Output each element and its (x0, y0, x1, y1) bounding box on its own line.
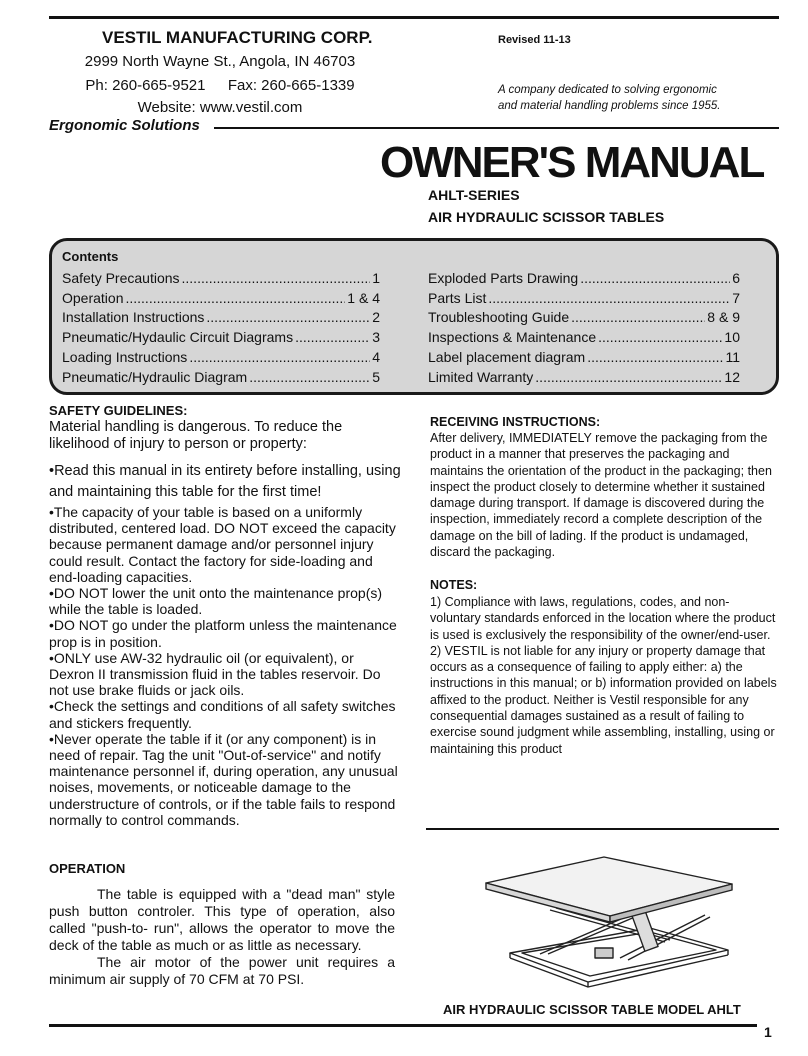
power-unit (595, 948, 613, 958)
operation-body (49, 886, 395, 988)
safety-bullet: •ONLY use AW-32 hydraulic oil (or equivalent), or Dexron II transmission fluid in the tables reservoir. Do not use brake fluids or jack oils. (49, 649, 381, 699)
toc-label: Installation Instructions (62, 309, 205, 326)
figure-caption: AIR HYDRAULIC SCISSOR TABLE MODEL AHLT (443, 1002, 741, 1017)
toc-entry (428, 368, 740, 388)
operation-paragraph: The table is equipped with a "dead man" style push button controler. This type of operation, also called "push-to- run", allows the operator to move the deck of the table as much or as little as necessary. (49, 886, 395, 953)
toc-label: Troubleshooting Guide (428, 309, 570, 326)
toc-page: 6 (732, 270, 740, 286)
top-rule (49, 16, 779, 19)
toc-label: Loading Instructions (62, 348, 188, 365)
note-item: 2) VESTIL is not liable for any injury or property damage that occurs as a consequence of failing to apply either: a) the instructions in this manual; or b) information provided on labels affixed to the product. Neither is Vestil responsible for any consequential damages sustained as a result of failing to exercise sound judgment while assembling, installing, using or maintaining this product (430, 643, 777, 756)
toc-page: 10 (724, 329, 740, 346)
product-label: AIR HYDRAULIC SCISSOR TABLES (428, 209, 665, 225)
safety-title: SAFETY GUIDELINES: (49, 403, 188, 418)
toc-entry (62, 348, 380, 368)
page-number: 1 (764, 1024, 772, 1040)
toc-label: Label placement diagram (428, 348, 586, 365)
toc-entry (428, 328, 740, 348)
toc-entry (62, 328, 380, 348)
scissor-table-illustration (470, 850, 750, 990)
toc-page: 2 (372, 309, 380, 326)
toc-entry (428, 289, 740, 309)
safety-body (49, 419, 401, 828)
toc-label: Parts List (428, 289, 487, 306)
toc-entry (62, 308, 380, 328)
company-name: VESTIL MANUFACTURING CORP. (102, 28, 373, 47)
safety-bullet: •DO NOT go under the platform unless the maintenance prop is in position. (49, 617, 397, 650)
toc-label: Pneumatic/Hydraulic Diagram (62, 368, 248, 385)
toc-page: 11 (725, 348, 740, 365)
series-label: AHLT-SERIES (428, 187, 520, 203)
company-tagline (498, 82, 720, 114)
toc-entry (428, 348, 740, 368)
contents-left-column (62, 269, 380, 387)
toc-label: Inspections & Maintenance (428, 329, 597, 346)
toc-page: 8 & 9 (707, 309, 740, 326)
company-fax: Fax: 260-665-1339 (227, 77, 355, 94)
safety-bullet: •Check the settings and conditions of all safety switches and stickers frequently. (49, 698, 396, 731)
toc-label: Safety Precautions (62, 270, 180, 286)
safety-bullet: •DO NOT lower the unit onto the maintenance prop(s) while the table is loaded. (49, 585, 383, 618)
platform-top (486, 857, 732, 916)
toc-entry (62, 289, 380, 309)
notes-body (430, 594, 780, 757)
toc-entry (428, 308, 740, 328)
toc-label: Exploded Parts Drawing (428, 270, 579, 286)
toc-page: 3 (372, 329, 380, 346)
company-phone: Ph: 260-665-9521 (85, 77, 206, 94)
tagline-line-2: and material handling problems since 1955. (498, 100, 721, 112)
toc-page: 1 & 4 (347, 289, 380, 306)
toc-page: 5 (372, 368, 380, 385)
figure-top-rule (426, 828, 779, 830)
notes-title: NOTES: (430, 578, 478, 592)
company-phone-fax (70, 77, 370, 94)
note-item: 1) Compliance with laws, regulations, codes, and non-voluntary standards enforced in the location where the product is used is exclusively the responsibility of the owner/end-user. (430, 595, 776, 642)
receiving-title: RECEIVING INSTRUCTIONS: (430, 415, 601, 429)
operation-title: OPERATION (49, 861, 126, 876)
safety-intro: Material handling is dangerous. To reduce the likelihood of injury to person or property: (49, 419, 343, 452)
contents-right-column (428, 269, 740, 387)
toc-page: 12 (724, 368, 740, 385)
toc-entry (62, 368, 380, 388)
contents-heading: Contents (62, 249, 119, 264)
safety-bullet: •Never operate the table if it (or any component) is in need of repair. Tag the unit "Out-of-service" and notify maintenance personnel if, during operation, any unusual noises, movements, or noticeable damage to the understructure of controls, or if the table fails to respond normally to control commands. (49, 730, 398, 828)
page-title: OWNER'S MANUAL (380, 138, 764, 187)
bottom-rule (49, 1024, 757, 1027)
company-website: Website: www.vestil.com (137, 99, 303, 116)
safety-bullet: •Read this manual in its entirety before installing, using and maintaining this table for the first time! (49, 463, 401, 500)
contents-box (49, 238, 779, 395)
toc-page: 4 (372, 348, 380, 365)
tagline-line-1: A company dedicated to solving ergonomic (498, 84, 717, 96)
toc-page: 1 (372, 270, 380, 286)
toc-label: Pneumatic/Hydaulic Circuit Diagrams (62, 329, 294, 346)
safety-bullet: •The capacity of your table is based on a uniformly distributed, centered load. DO NOT exceed the capacity because permanent damage and/or personnel injury could result. Contact the factory for side-loading and end-loading capacities. (49, 504, 396, 585)
toc-page: 7 (732, 289, 740, 306)
receiving-body: After delivery, IMMEDIATELY remove the packaging from the product in a manner that preserves the packaging and maintains the orientation of the product in the packaging; then inspect the product closely to determine whether it sustained damage during transport. If damage is discovered during the inspection, immediately record a complete description of the damage on the bill of lading. If the product is undamaged, discard the packaging. (430, 431, 772, 560)
revision-date: Revised 11-13 (498, 34, 571, 46)
toc-label: Operation (62, 289, 124, 306)
toc-entry (62, 269, 380, 289)
company-address: 2999 North Wayne St., Angola, IN 46703 (84, 53, 356, 70)
operation-paragraph: The air motor of the power unit requires a minimum air supply of 70 CFM at 70 PSI. (49, 954, 395, 987)
header-rule (214, 127, 779, 129)
base-frame (510, 928, 728, 982)
ergonomic-solutions: Ergonomic Solutions (49, 117, 200, 134)
toc-label: Limited Warranty (428, 368, 534, 385)
toc-entry (428, 269, 740, 289)
